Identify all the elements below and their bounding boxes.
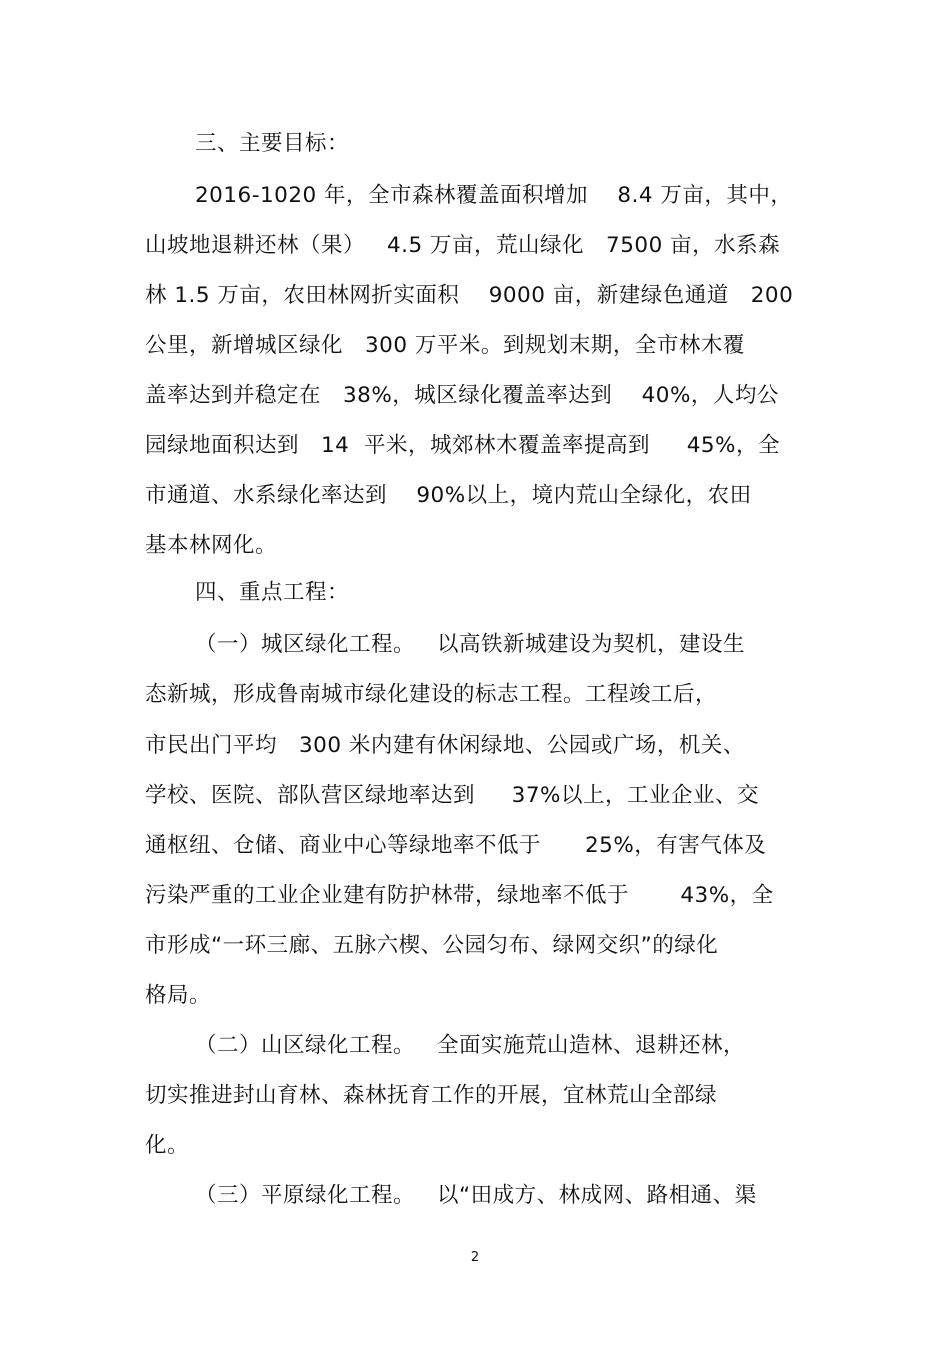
- text-line: 切实推进封山育林、森林抚育工作的开展，宜林荒山全部绿: [145, 1083, 718, 1108]
- text-line: （二）山区绿化工程。 全面实施荒山造林、退耕还林，: [195, 1033, 746, 1058]
- section-heading-projects: 四、重点工程：: [195, 580, 350, 605]
- text-line: 基本林网化。: [145, 533, 278, 558]
- text-line: （三）平原绿化工程。 以“田成方、林成网、路相通、渠: [195, 1183, 757, 1208]
- text-line: 通枢纽、仓储、商业中心等绿地率不低于 25%，有害气体及: [145, 833, 767, 858]
- text-line: （一）城区绿化工程。 以高铁新城建设为契机，建设生: [195, 632, 746, 657]
- text-line: 市民出门平均 300 米内建有休闲绿地、公园或广场，机关、: [145, 733, 745, 758]
- text-line: 学校、医院、部队营区绿地率达到 37%以上，工业企业、交: [145, 783, 759, 808]
- text-line: 污染严重的工业企业建有防护林带，绿地率不低于 43%，全: [145, 883, 774, 908]
- text-line: 市形成“一环三廊、五脉六楔、公园匀布、绿网交织”的绿化: [145, 933, 719, 958]
- text-line: 林 1.5 万亩，农田林网折实面积 9000 亩，新建绿色通道 200: [145, 283, 794, 308]
- text-line: 盖率达到并稳定在 38%，城区绿化覆盖率达到 40%，人均公: [145, 383, 779, 408]
- text-line: 山坡地退耕还林（果） 4.5 万亩，荒山绿化 7500 亩，水系森: [145, 233, 781, 258]
- text-line: 格局。: [145, 983, 212, 1008]
- text-line: 态新城，形成鲁南城市绿化建设的标志工程。工程竣工后，: [145, 682, 718, 707]
- text-line: 2016-1020 年，全市森林覆盖面积增加 8.4 万亩，其中，: [195, 183, 793, 208]
- text-line: 公里，新增城区绿化 300 万平米。到规划末期，全市林木覆: [145, 333, 745, 358]
- page-number: 2: [470, 1250, 480, 1265]
- text-line: 化。: [145, 1133, 190, 1158]
- text-line: 园绿地面积达到 14 平米，城郊林木覆盖率提高到 45%，全: [145, 433, 780, 458]
- section-heading-goals: 三、主要目标：: [195, 131, 350, 156]
- text-line: 市通道、水系绿化率达到 90%以上，境内荒山全绿化，农田: [145, 483, 752, 508]
